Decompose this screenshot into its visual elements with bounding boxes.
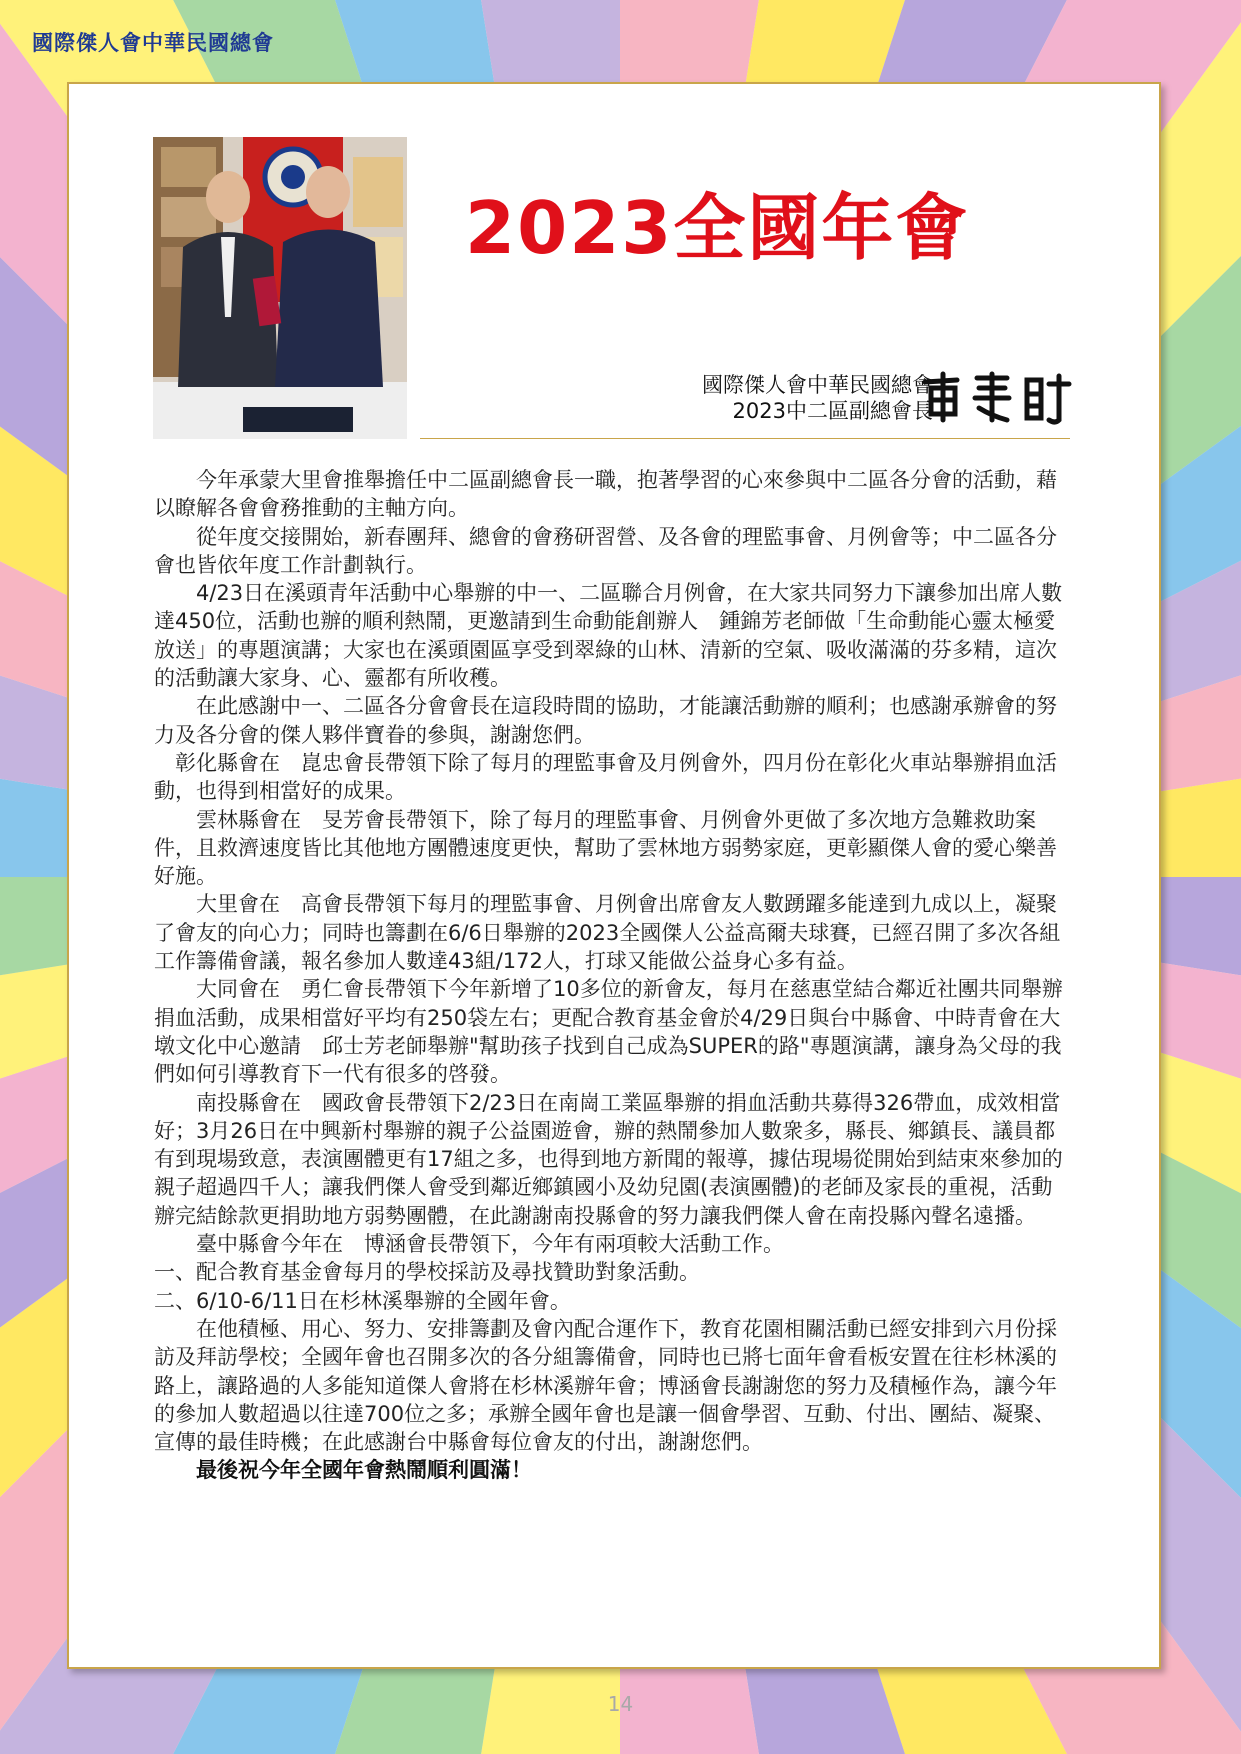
article-paragraph: 一、配合教育基金會每月的學校採訪及尋找贊助對象活動。 [154, 1260, 700, 1285]
signature-calligraphy [917, 370, 1073, 426]
article-title: 2023全國年會 [465, 186, 970, 270]
article-paragraph: 二、6/10-6/11日在杉林溪舉辦的全國年會。 [154, 1288, 571, 1313]
article-paragraph: 從年度交接開始，新春團拜、總會的會務研習營、及各會的理監事會、月例會等；中二區各分會也皆依年度工作計劃執行。 [154, 524, 1057, 577]
article-paragraph: 大里會在 高會長帶領下每月的理監事會、月例會出席會友人數踴躍多能達到九成以上，凝聚了會友的向心力；同時也籌劃在6/6日舉辦的2023全國傑人公益高爾夫球賽，已經召開了多次各組工作籌備會議，報名參加人數達43組/172人，打球又能做公益身心多有益。 [154, 892, 1061, 974]
article-paragraph: 雲林縣會在 旻芳會長帶領下，除了每月的理監事會、月例會外更做了多次地方急難救助案件，且救濟速度皆比其他地方團體速度更快，幫助了雲林地方弱勢家庭，更彰顯傑人會的愛心樂善好施。 [154, 807, 1057, 889]
article-paragraph: 在他積極、用心、努力、安排籌劃及會內配合運作下，教育花園相關活動已經安排到六月份採訪及拜訪學校；全國年會也召開多次的各分組籌備會，同時也已將七面年會看板安置在往杉林溪的路上，讓路過的人多能知道傑人會將在杉林溪辦年會；博涵會長謝謝您的努力及積極作為，讓今年的參加人數超過以往達700位之多；承辦全國年會也是讓一個會學習、互動、付出、團結、凝聚、宣傳的最佳時機；在此感謝台中縣會每位會友的付出，謝謝您們。 [154, 1316, 1057, 1455]
article-paragraph: 大同會在 勇仁會長帶領下今年新增了10多位的新會友，每月在慈惠堂結合鄰近社團共同舉辦捐血活動，成果相當好平均有250袋左右；更配合教育基金會於4/29日與台中縣會、中時青會在大墩文化中心邀請 邱士芳老師舉辦"幫助孩子找到自己成為SUPER的路"專題演講，讓身為父母的我們如何引導教育下一代有很多的啓發。 [154, 977, 1063, 1087]
article-paragraph: 最後祝今年全國年會熱鬧順利圓滿！ [196, 1458, 532, 1483]
author-photo [153, 137, 407, 439]
page-number: 14 [607, 1692, 634, 1716]
author-divider [420, 438, 1070, 439]
header-org-name: 國際傑人會中華民國總會 [32, 31, 274, 55]
article-paragraph: 在此感謝中一、二區各分會會長在這段時間的協助，才能讓活動辦的順利；也感謝承辦會的努力及各分會的傑人夥伴寶眷的參與，謝謝您們。 [154, 694, 1057, 747]
article-paragraph: 臺中縣會今年在 博涵會長帶領下，今年有兩項較大活動工作。 [196, 1232, 784, 1257]
article-paragraph: 彰化縣會在 崑忠會長帶領下除了每月的理監事會及月例會外，四月份在彰化火車站舉辦捐血活動，也得到相當好的成果。 [154, 750, 1057, 804]
author-role: 2023中二區副總會長 [732, 399, 933, 423]
author-org: 國際傑人會中華民國總會 [702, 373, 933, 397]
author-block [702, 372, 933, 424]
author-signature [917, 370, 1073, 430]
article-body [154, 466, 1068, 1485]
article-paragraph: 南投縣會在 國政會長帶領下2/23日在南崗工業區舉辦的捐血活動共募得326帶血，成效相當好；3月26日在中興新村舉辦的親子公益園遊會，辦的熱鬧參加人數衆多，縣長、鄉鎮長、議員都有到現場致意，表演團體更有17組之多，也得到地方新聞的報導，據估現場從開始到結束來參加的親子超過四千人；讓我們傑人會受到鄰近鄉鎮國小及幼兒園(表演團體)的老師及家長的重視，活動辦完結餘款更捐助地方弱勢團體，在此謝謝南投縣會的努力讓我們傑人會在南投縣內聲名遠播。 [154, 1090, 1063, 1228]
article-paragraph: 4/23日在溪頭青年活動中心舉辦的中一、二區聯合月例會，在大家共同努力下讓參加出席人數達450位，活動也辦的順利熱鬧，更邀請到生命動能創辦人 鍾錦芳老師做「生命動能心靈太極愛放送」的專題演講；大家也在溪頭園區享受到翠綠的山林、清新的空氣、吸收滿滿的芬多精，這次的活動讓大家身、心、靈都有所收穫。 [154, 581, 1063, 691]
article-paragraph: 今年承蒙大里會推舉擔任中二區副總會長一職，抱著學習的心來參與中二區各分會的活動，藉以瞭解各會會務推動的主軸方向。 [154, 468, 1057, 521]
